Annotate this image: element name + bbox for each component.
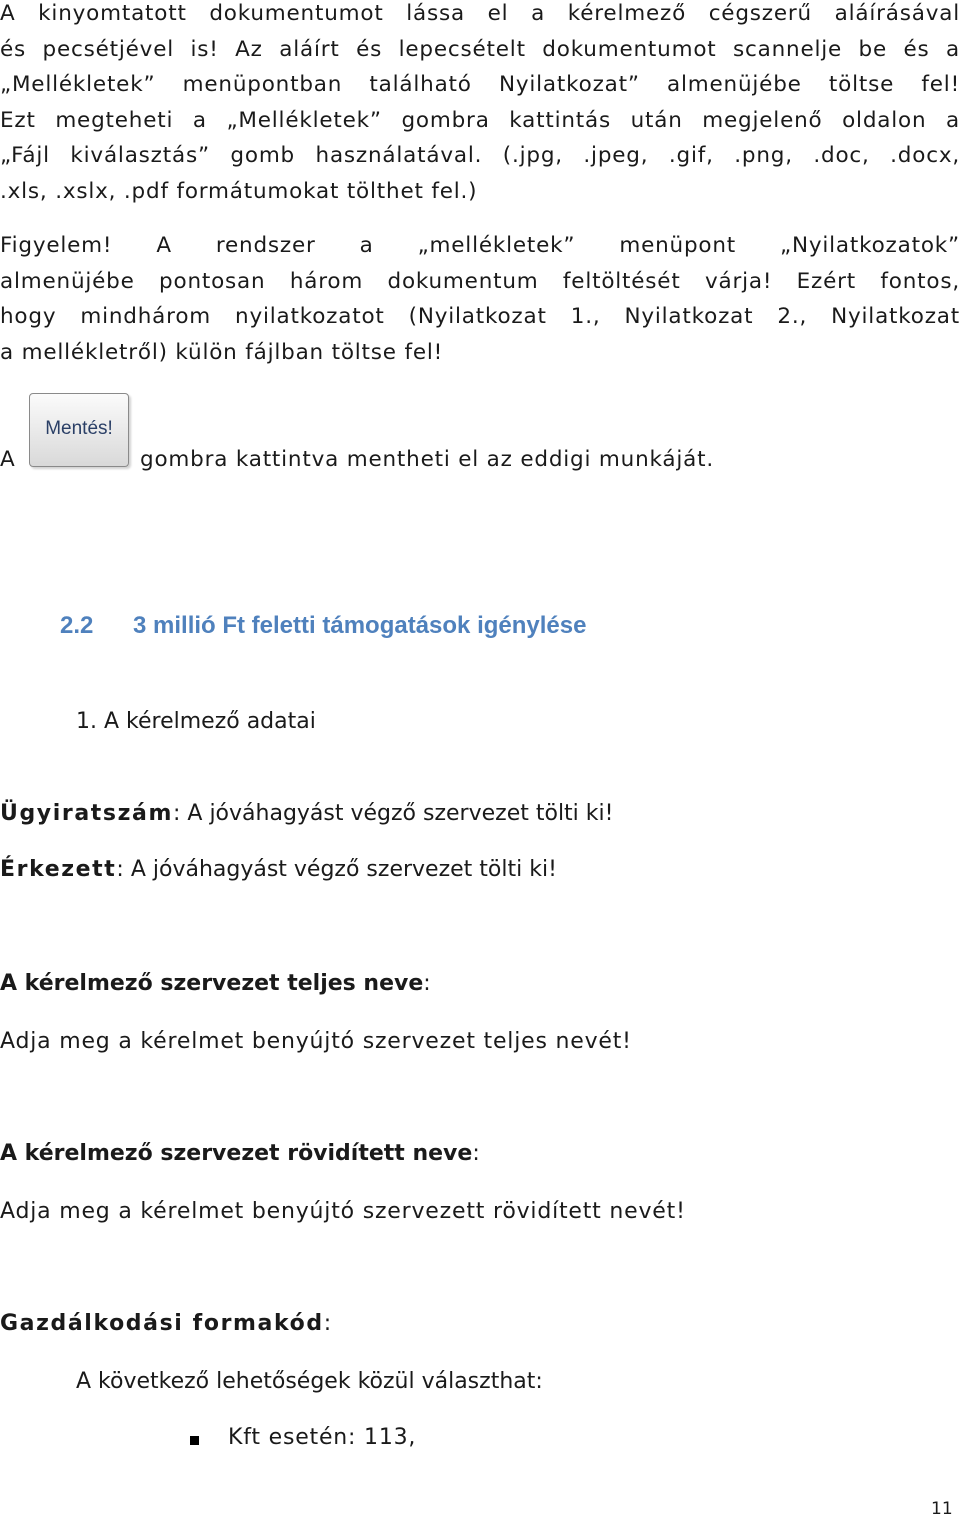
paragraph-line: hogy mindhárom nyilatkozatot (Nyilatkozat 1., Nyilatkozat 2., Nyilatkozat <box>0 304 960 329</box>
list-item: Kft esetén: 113, <box>228 1425 417 1450</box>
field-business-form-intro: A következő lehetőségek közül választhat: <box>76 1369 543 1394</box>
field-separator: : <box>323 1311 332 1336</box>
paragraph-line: Figyelem! A rendszer a „mellékletek” menüpont „Nyilatkozatok” <box>0 233 960 258</box>
save-line-prefix: A <box>0 447 16 472</box>
paragraph-line: a mellékletről) külön fájlban töltse fel! <box>0 339 444 365</box>
paragraph-line: .xls, .xslx, .pdf formátumokat tölthet fel.) <box>0 178 478 204</box>
field-short-name-hint: Adja meg a kérelmet benyújtó szervezett rövidített nevét! <box>0 1199 686 1224</box>
section-title: 3 millió Ft feletti támogatások igénylése <box>133 612 587 639</box>
paragraph-line: „Fájl kiválasztás” gomb használatával. (.jpg, .jpeg, .gif, .png, .doc, .docx, <box>0 143 960 168</box>
field-separator: : <box>472 1141 480 1166</box>
field-case-number <box>0 801 613 826</box>
paragraph-line: „Mellékletek” menüpontban található Nyilatkozat” almenüjébe töltse fel! <box>0 72 960 97</box>
warning-paragraph <box>0 228 960 370</box>
paragraph-line: A kinyomtatott dokumentumot lássa el a kérelmező cégszerű aláírásával <box>0 1 960 26</box>
field-separator: : <box>116 857 124 882</box>
field-separator: : <box>172 801 181 826</box>
field-label: A kérelmező szervezet rövidített neve <box>0 1141 473 1166</box>
field-full-name-hint: Adja meg a kérelmet benyújtó szervezet teljes nevét! <box>0 1029 632 1054</box>
field-label: Érkezett <box>0 857 117 882</box>
paragraph-line: almenüjébe pontosan három dokumentum feltöltését várja! Ezért fontos, <box>0 268 960 294</box>
field-label: Ügyiratszám <box>0 801 173 826</box>
section-number: 2.2 <box>60 612 94 639</box>
save-button-image[interactable]: Mentés! <box>29 393 129 467</box>
section-heading <box>60 612 586 640</box>
field-business-form-label <box>0 1311 331 1336</box>
save-line-suffix: gombra kattintva mentheti el az eddigi munkáját. <box>140 447 714 472</box>
field-value: A jóváhagyást végző szervezet tölti ki! <box>130 857 557 882</box>
field-label: Gazdálkodási formakód <box>0 1311 324 1336</box>
field-full-name-label <box>0 971 431 996</box>
save-instruction-line <box>0 392 960 482</box>
field-value: A jóváhagyást végző szervezet tölti ki! <box>187 801 614 826</box>
field-received <box>0 857 557 882</box>
paragraph-line: Ezt megteheti a „Mellékletek” gombra kattintás után megjelenő oldalon a <box>0 107 960 133</box>
bullet-square-icon <box>190 1436 199 1445</box>
instruction-paragraph-upload <box>0 0 960 209</box>
field-short-name-label <box>0 1141 480 1166</box>
field-label: A kérelmező szervezet teljes neve <box>0 971 424 996</box>
page-number: 11 <box>931 1499 953 1519</box>
field-separator: : <box>423 971 431 996</box>
subsection-title: 1. A kérelmező adatai <box>76 709 316 734</box>
paragraph-line: és pecsétjével is! Az aláírt és lepecsételt dokumentumot scannelje be és a <box>0 36 960 62</box>
